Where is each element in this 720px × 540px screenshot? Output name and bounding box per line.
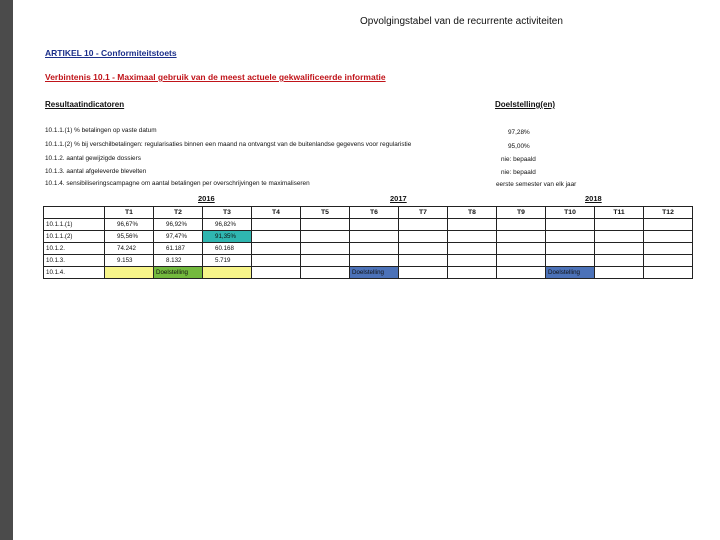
year-label-2018: 2018	[585, 194, 602, 203]
table-cell: 96,92%	[154, 219, 203, 231]
highlighted-cell	[203, 267, 252, 279]
objective-cell: Doelstelling	[154, 267, 203, 279]
indicator-label: 10.1.2. aantal gewijzigde dossiers	[45, 155, 141, 162]
indicator-label: 10.1.1.(2) % bij verschilbetalingen: regularisaties binnen een maand na ontvangst van de buitenlandse gegevens voor regularistie	[45, 141, 412, 148]
table-cell	[252, 267, 301, 279]
quarter-header: T3	[203, 207, 252, 219]
indicator-goal: nie: bepaald	[501, 156, 536, 163]
table-cell	[644, 267, 693, 279]
row-label: 10.1.1.(1)	[44, 219, 105, 231]
quarter-header: T6	[350, 207, 399, 219]
quarter-header: T2	[154, 207, 203, 219]
table-cell	[448, 243, 497, 255]
table-cell	[644, 231, 693, 243]
table-cell: 97,47%	[154, 231, 203, 243]
quarter-header: T7	[399, 207, 448, 219]
table-cell	[399, 255, 448, 267]
row-label: 10.1.2.	[44, 243, 105, 255]
indicator-goal: 97,28%	[508, 129, 530, 136]
table-cell	[399, 243, 448, 255]
row-label: 10.1.1.(2)	[44, 231, 105, 243]
table-cell	[399, 267, 448, 279]
table-cell	[350, 219, 399, 231]
indicator-goal: eerste semester van elk jaar	[496, 181, 577, 188]
table-header-row	[44, 207, 693, 219]
table-cell	[301, 231, 350, 243]
table-cell	[546, 219, 595, 231]
table-cell	[301, 243, 350, 255]
table-cell	[399, 231, 448, 243]
article-heading: ARTIKEL 10 - Conformiteitstoets	[45, 48, 177, 58]
table-cell	[448, 267, 497, 279]
table-cell	[252, 231, 301, 243]
table-cell	[497, 231, 546, 243]
table-cell	[546, 243, 595, 255]
table-cell	[595, 231, 644, 243]
table-cell	[497, 255, 546, 267]
indicator-label: 10.1.1.(1) % betalingen op vaste datum	[45, 127, 157, 134]
quarter-header: T5	[301, 207, 350, 219]
objective-cell: Doelstelling	[546, 267, 595, 279]
table-row	[44, 267, 693, 279]
row-label: 10.1.3.	[44, 255, 105, 267]
goals-heading: Doelstelling(en)	[495, 100, 556, 109]
row-label: 10.1.4.	[44, 267, 105, 279]
objective-cell: Doelstelling	[350, 267, 399, 279]
table-cell	[595, 219, 644, 231]
table-cell	[595, 243, 644, 255]
table-row	[44, 243, 693, 255]
viewer-sidebar	[0, 0, 13, 540]
table-cell	[350, 243, 399, 255]
table-cell: 9.153	[105, 255, 154, 267]
table-row	[44, 231, 693, 243]
table-cell: 5.719	[203, 255, 252, 267]
table-cell: 96,67%	[105, 219, 154, 231]
indicator-goal: nie: bepaald	[501, 169, 536, 176]
table-cell	[252, 219, 301, 231]
year-label-2016: 2016	[198, 194, 215, 203]
indicator-label: 10.1.4. sensibiliseringscampagne om aantal betalingen per overschrijvingen te maximaliseren	[45, 180, 310, 187]
table-cell	[595, 267, 644, 279]
table-cell	[497, 219, 546, 231]
table-cell	[399, 219, 448, 231]
table-cell	[301, 219, 350, 231]
table-cell	[546, 231, 595, 243]
table-header-cell	[44, 207, 105, 219]
table-cell	[644, 255, 693, 267]
table-cell	[644, 219, 693, 231]
table-cell	[497, 243, 546, 255]
table-cell: 95,56%	[105, 231, 154, 243]
table-cell	[301, 267, 350, 279]
table-row	[44, 255, 693, 267]
table-cell	[448, 255, 497, 267]
highlighted-cell	[105, 267, 154, 279]
table-cell	[448, 231, 497, 243]
page-title: Opvolgingstabel van de recurrente activiteiten	[360, 16, 563, 27]
results-table	[43, 206, 693, 279]
table-cell	[252, 255, 301, 267]
table-cell: 60.168	[203, 243, 252, 255]
highlighted-cell: 91,35%	[203, 231, 252, 243]
table-cell: 8.132	[154, 255, 203, 267]
quarter-header: T12	[644, 207, 693, 219]
table-cell: 74.242	[105, 243, 154, 255]
table-cell	[301, 255, 350, 267]
table-cell: 96,82%	[203, 219, 252, 231]
year-label-2017: 2017	[390, 194, 407, 203]
quarter-header: T8	[448, 207, 497, 219]
table-cell	[644, 243, 693, 255]
table-cell	[350, 231, 399, 243]
quarter-header: T1	[105, 207, 154, 219]
quarter-header: T9	[497, 207, 546, 219]
table-cell	[595, 255, 644, 267]
table-cell	[252, 243, 301, 255]
indicators-heading: Resultaatindicatoren	[45, 100, 125, 109]
commitment-heading: Verbintenis 10.1 - Maximaal gebruik van de meest actuele gekwalificeerde informatie	[45, 72, 386, 82]
table-cell	[350, 255, 399, 267]
table-cell: 61.187	[154, 243, 203, 255]
indicator-label: 10.1.3. aantal afgeleverde blevelten	[45, 168, 147, 175]
table-cell	[497, 267, 546, 279]
table-cell	[448, 219, 497, 231]
indicator-goal: 95,00%	[508, 143, 530, 150]
quarter-header: T4	[252, 207, 301, 219]
quarter-header: T11	[595, 207, 644, 219]
table-row	[44, 219, 693, 231]
quarter-header: T10	[546, 207, 595, 219]
table-cell	[546, 255, 595, 267]
